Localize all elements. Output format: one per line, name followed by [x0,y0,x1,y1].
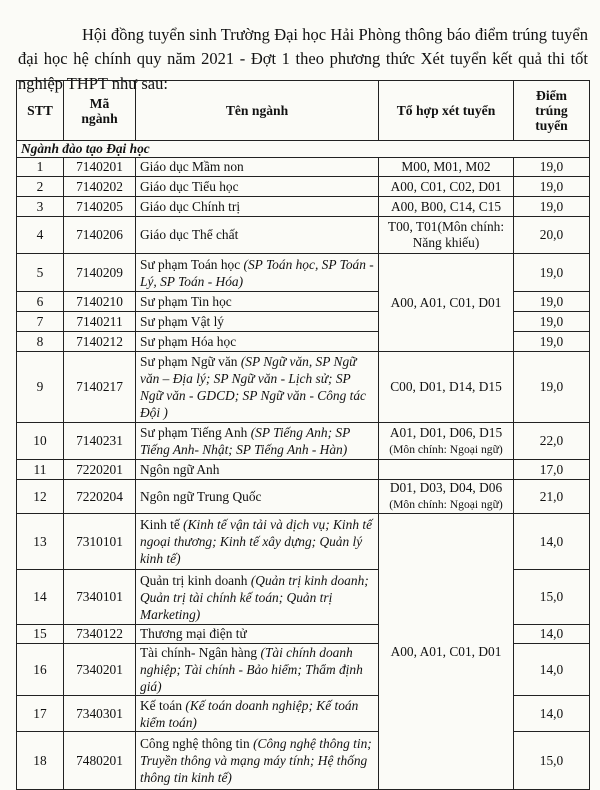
row-code: 7340101 [64,570,136,625]
row-stt: 17 [17,696,64,732]
row-score: 15,0 [514,732,590,790]
row-combo: C00, D01, D14, D15 [379,352,514,423]
row-score: 14,0 [514,696,590,732]
row-score: 20,0 [514,217,590,254]
row-code: 7140202 [64,177,136,197]
row-stt: 10 [17,423,64,460]
row-name: Ngôn ngữ Trung Quốc [136,480,379,514]
row-code: 7140211 [64,312,136,332]
row-name: Thương mại điện tử [136,625,379,644]
row-name: Sư phạm Hóa học [136,332,379,352]
row-stt: 12 [17,480,64,514]
row-code: 7340201 [64,644,136,696]
row-combo: A00, B00, C14, C15 [379,197,514,217]
section-row [17,141,590,158]
row-stt: 4 [17,217,64,254]
row-stt: 18 [17,732,64,790]
row-combo: A01, D01, D06, D15 (Môn chính: Ngoại ngữ) [379,423,514,460]
table-row [17,254,590,292]
row-stt: 11 [17,460,64,480]
row-stt: 2 [17,177,64,197]
row-score: 19,0 [514,292,590,312]
row-name: Công nghệ thông tin (Công nghệ thông tin; Truyền thông và mạng máy tính; Hệ thống thông tin kinh tế) [136,732,379,790]
header-stt: STT [17,81,64,141]
row-code: 7480201 [64,732,136,790]
row-name: Giáo dục Thể chất [136,217,379,254]
row-stt: 3 [17,197,64,217]
row-score: 21,0 [514,480,590,514]
combo-group-5-8: A00, A01, C01, D01 [379,254,514,352]
table-row [17,158,590,177]
row-score: 14,0 [514,625,590,644]
row-stt: 5 [17,254,64,292]
combo-group-13-18: A00, A01, C01, D01 [379,514,514,790]
row-code: 7140210 [64,292,136,312]
row-stt: 6 [17,292,64,312]
table-row [17,480,590,514]
row-code: 7140209 [64,254,136,292]
row-name: Giáo dục Tiểu học [136,177,379,197]
row-combo-empty [379,460,514,480]
row-stt: 1 [17,158,64,177]
row-name: Giáo dục Chính trị [136,197,379,217]
row-name: Sư phạm Tin học [136,292,379,312]
row-name: Sư phạm Ngữ văn (SP Ngữ văn, SP Ngữ văn – Địa lý; SP Ngữ văn - Lịch sử; SP Ngữ văn - GDCD; SP Ngữ văn - Công tác Đội ) [136,352,379,423]
row-score: 14,0 [514,514,590,570]
table-header-row [17,81,590,141]
row-combo: A00, C01, C02, D01 [379,177,514,197]
row-code: 7220204 [64,480,136,514]
row-score: 19,0 [514,254,590,292]
row-combo: M00, M01, M02 [379,158,514,177]
row-stt: 14 [17,570,64,625]
row-score: 19,0 [514,312,590,332]
row-code: 7140212 [64,332,136,352]
admission-scores-table [16,80,590,790]
table-row [17,460,590,480]
row-code: 7220201 [64,460,136,480]
row-name: Ngôn ngữ Anh [136,460,379,480]
row-stt: 13 [17,514,64,570]
row-code: 7340122 [64,625,136,644]
row-code: 7340301 [64,696,136,732]
row-stt: 9 [17,352,64,423]
table-row [17,514,590,570]
row-code: 7310101 [64,514,136,570]
table-row [17,177,590,197]
table-row [17,217,590,254]
row-combo: T00, T01(Môn chính: Năng khiếu) [379,217,514,254]
header-name: Tên ngành [136,81,379,141]
row-name: Giáo dục Mầm non [136,158,379,177]
row-score: 22,0 [514,423,590,460]
header-combo: Tổ hợp xét tuyển [379,81,514,141]
row-name: Tài chính- Ngân hàng (Tài chính doanh nghiệp; Tài chính - Bảo hiểm; Thẩm định giá) [136,644,379,696]
table-row [17,197,590,217]
row-name: Sư phạm Toán học (SP Toán học, SP Toán - Lý, SP Toán - Hóa) [136,254,379,292]
header-code: Mã ngành [64,81,136,141]
row-score: 19,0 [514,177,590,197]
row-code: 7140231 [64,423,136,460]
intro-paragraph: Hội đồng tuyển sinh Trường Đại học Hải Phòng thông báo điểm trúng tuyển đại học hệ chính quy năm 2021 - Đợt 1 theo phương thức Xét tuyển kết quả thi tốt nghiệp THPT như sau: [18,24,588,93]
row-name: Kinh tế (Kinh tế vận tải và dịch vụ; Kinh tế ngoại thương; Kinh tế xây dựng; Quản lý kinh tế) [136,514,379,570]
row-name: Sư phạm Tiếng Anh (SP Tiếng Anh; SP Tiếng Anh- Nhật; SP Tiếng Anh - Hàn) [136,423,379,460]
row-score: 19,0 [514,332,590,352]
table-row [17,423,590,460]
row-score: 19,0 [514,197,590,217]
row-code: 7140205 [64,197,136,217]
row-score: 17,0 [514,460,590,480]
row-name: Kế toán (Kế toán doanh nghiệp; Kế toán kiểm toán) [136,696,379,732]
row-stt: 7 [17,312,64,332]
row-code: 7140217 [64,352,136,423]
row-code: 7140206 [64,217,136,254]
row-score: 19,0 [514,158,590,177]
row-name: Sư phạm Vật lý [136,312,379,332]
section-title: Ngành đào tạo Đại học [17,141,590,158]
row-score: 19,0 [514,352,590,423]
row-name: Quản trị kinh doanh (Quản trị kinh doanh; Quản trị tài chính kế toán; Quản trị Marketing) [136,570,379,625]
table-row [17,352,590,423]
row-stt: 16 [17,644,64,696]
row-stt: 8 [17,332,64,352]
row-stt: 15 [17,625,64,644]
row-combo: D01, D03, D04, D06 (Môn chính: Ngoại ngữ) [379,480,514,514]
row-code: 7140201 [64,158,136,177]
row-score: 14,0 [514,644,590,696]
header-score: Điểm trúng tuyển [514,81,590,141]
row-score: 15,0 [514,570,590,625]
